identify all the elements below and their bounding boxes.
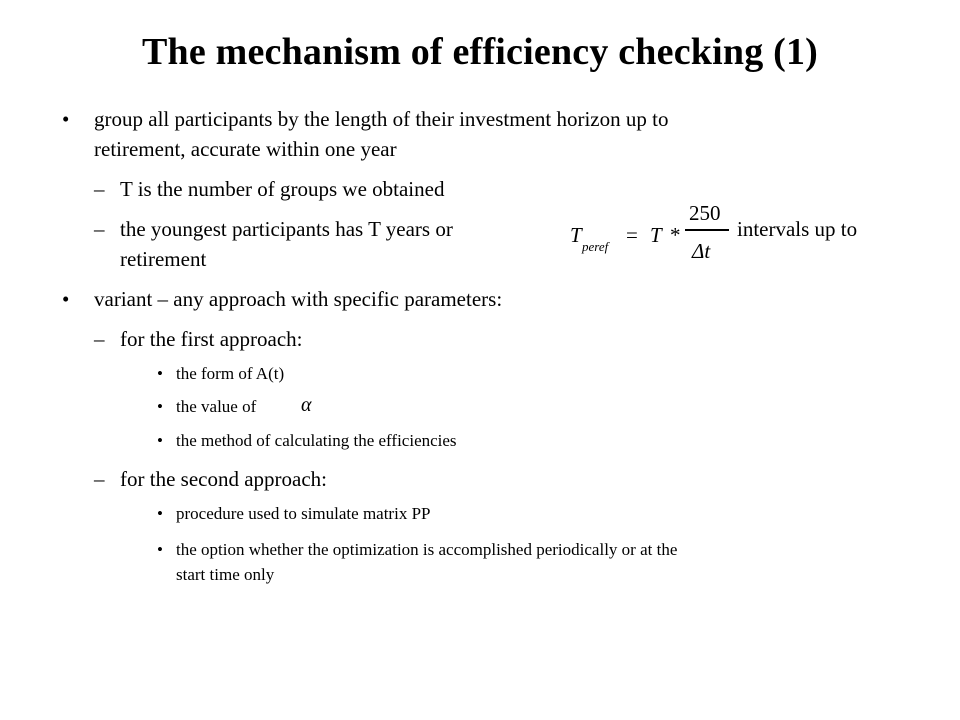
subitem-second-approach-text: for the second approach: [120,467,327,491]
subitem-youngest-text-before: the youngest participants has T years or [120,217,453,241]
point-procedure-pp-text: procedure used to simulate matrix PP [176,504,431,523]
bullet-1-line2: retirement, accurate within one year [94,137,397,161]
formula-fraction-bar [685,229,729,231]
point-marker: • [157,431,163,450]
subitem-first-approach-text: for the first approach: [120,327,303,351]
formula-denominator: Δt [692,239,711,263]
bullet-marker: • [62,287,70,311]
bullet-marker: • [62,107,70,131]
point-optimization-option-line2: start time only [176,565,275,584]
dash-marker: – [94,467,105,491]
slide-title: The mechanism of efficiency checking (1) [141,31,819,73]
formula-numerator: 250 [689,201,721,225]
subitem-youngest-line2: retirement [120,247,207,271]
dash-marker: – [94,177,105,201]
formula-rhs-var: T [650,223,662,247]
dash-marker: – [94,217,105,241]
subitem-youngest-text-after: intervals up to [737,217,858,241]
bullet-1-line1: group all participants by the length of their investment horizon up to [94,107,669,131]
formula-times: * [670,223,681,247]
point-method-efficiencies-text: the method of calculating the efficiencies [176,431,457,450]
point-value-of-alpha-text: the value of [176,397,257,416]
dash-marker: – [94,327,105,351]
point-marker: • [157,540,163,559]
formula-lhs-sub: peref [582,239,609,254]
bullet-2-text: variant – any approach with specific parameters: [94,287,503,311]
point-marker: • [157,364,163,383]
formula-equals: = [626,223,638,247]
formula-lhs-var: T [570,223,582,247]
point-form-of-a-text: the form of A(t) [176,364,285,383]
point-marker: • [157,504,163,523]
point-marker: • [157,397,163,416]
alpha-symbol: α [301,394,312,416]
point-optimization-option-line1: the option whether the optimization is accomplished periodically or at the [176,540,678,559]
subitem-groups-text: T is the number of groups we obtained [120,177,445,201]
tperef-formula [570,196,735,266]
